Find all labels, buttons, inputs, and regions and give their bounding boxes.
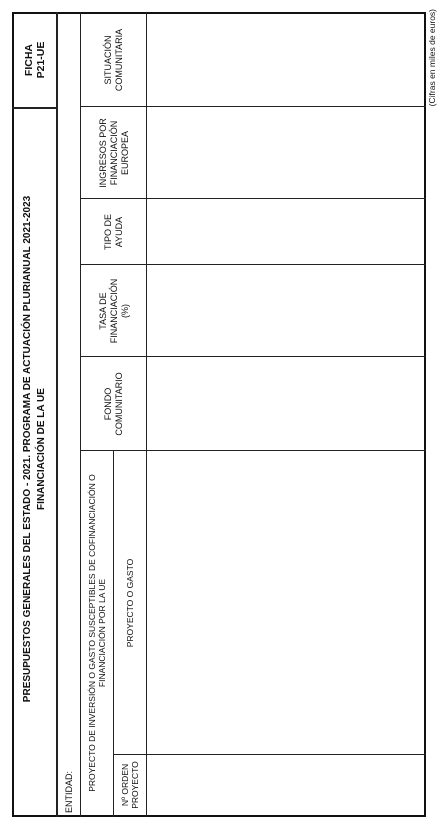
col-header-rate: TASA DE FINANCIACIÓN (%): [97, 278, 130, 344]
col-header-project: PROYECTO O GASTO: [124, 558, 135, 648]
form-title-line-2: FINANCIACIÓN DE LA UE: [36, 388, 47, 510]
col-header-eu-income: INGRESOS POR FINANCIACIÓN EUROPEA: [97, 118, 130, 188]
col-header-order-number: Nº ORDEN PROYECTO: [120, 761, 140, 809]
project-group-header: PROYECTO DE INVERSIÓN O GASTO SUSCEPTIBLES DE COFINANCIACIÓN O FINANCIACIÓN POR LA UE: [87, 474, 107, 792]
form-title: [14, 119, 56, 779]
form-code-divider: [12, 107, 56, 109]
col-header-fund: FONDO COMUNITARIO: [103, 372, 124, 436]
col-header-aid-type: TIPO DE AYUDA: [103, 214, 124, 251]
form-title-line-1: PRESUPUESTOS GENERALES DEL ESTADO - 2021. PROGRAMA DE ACTUACIÓN PLURIANUAL 2021-2023: [22, 195, 33, 703]
entity-divider: [80, 12, 81, 817]
form-code: FICHA P21-UE: [23, 41, 47, 79]
units-footnote: (Cifras en miles de euros): [427, 9, 437, 107]
header-divider: [56, 12, 58, 817]
col-header-status: SITUACIÓN COMUNITARIA: [103, 28, 124, 92]
table-body: [147, 14, 424, 815]
entity-label: ENTIDAD:: [63, 770, 74, 813]
